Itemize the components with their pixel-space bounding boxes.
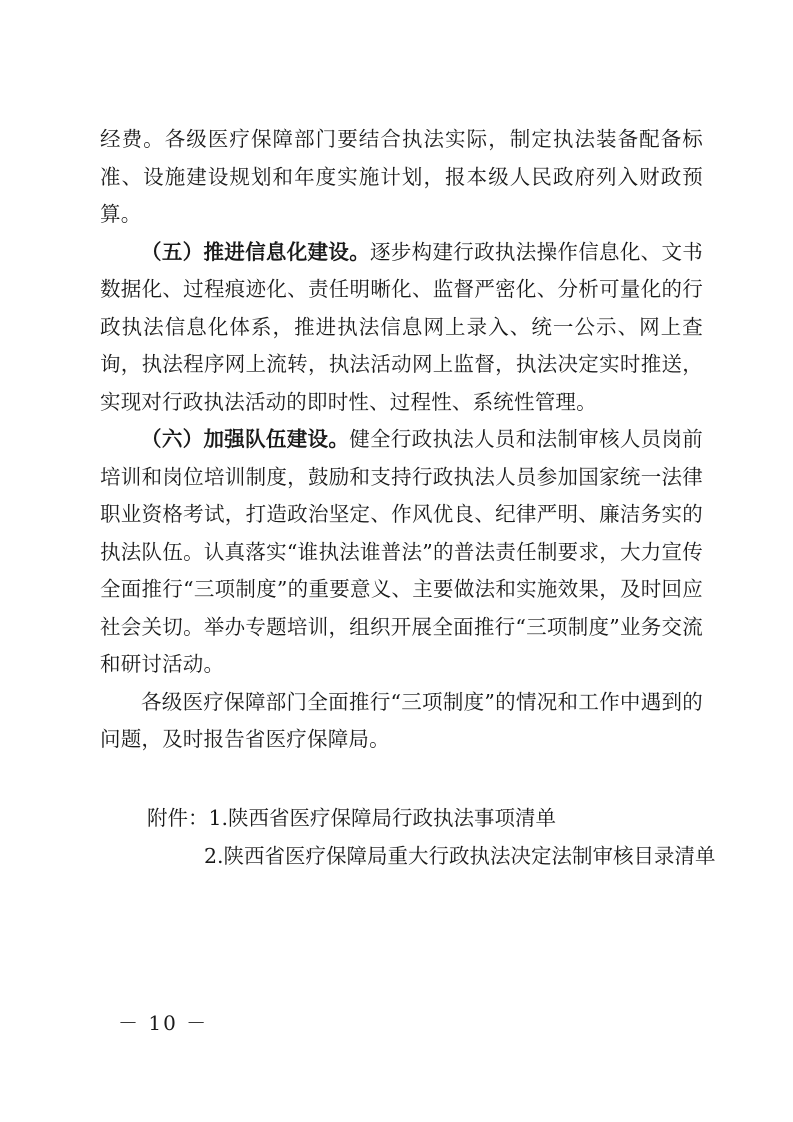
attachment-item xyxy=(147,838,716,876)
paragraph-text: 各级医疗保障部门全面推行“三项制度”的情况和工作中遇到的问题，及时报告省医疗保障局。 xyxy=(100,689,703,751)
paragraph-funding xyxy=(100,121,703,234)
attachment-title: 2.陕西省医疗保障局重大行政执法决定法制审核目录清单 xyxy=(204,843,716,868)
section-heading: （六）加强队伍建设。 xyxy=(141,427,350,451)
attachments-list xyxy=(147,800,716,875)
attachment-title: 1.陕西省医疗保障局行政执法事项清单 xyxy=(208,806,557,830)
paragraph-text: 逐步构建行政执法操作信息化、文书数据化、过程痕迹化、责任明晰化、监督严密化、分析可量化的行政执法信息化体系，推进执法信息网上录入、统一公示、网上查询，执法程序网上流转，执法活动网上监督，执法决定实时推送，实现对行政执法活动的即时性、过程性、系统性管理。 xyxy=(100,239,703,414)
section-heading: （五）推进信息化建设。 xyxy=(141,239,371,264)
attachments-label: 附件： xyxy=(147,806,209,830)
paragraph-text: 健全行政执法人员和法制审核人员岗前培训和岗位培训制度，鼓励和支持行政执法人员参加国家统一法律职业资格考试，打造政治坚定、作风优良、纪律严明、廉洁务实的执法队伍。认真落实“谁执法谁普法”的普法责任制要求，大力宣传全面推行“三项制度”的重要意义、主要做法和实施效果，及时回应社会关切。举办专题培训，组织开展全面推行“三项制度”业务交流和研讨活动。 xyxy=(100,427,704,676)
paragraph-text: 经费。各级医疗保障部门要结合执法实际，制定执法装备配备标准、设施建设规划和年度实施计划，报本级人民政府列入财政预算。 xyxy=(100,127,703,226)
paragraph-team-building xyxy=(100,421,703,684)
document-body xyxy=(100,121,703,759)
page-number: － 10 － xyxy=(118,1011,209,1035)
paragraph-reporting xyxy=(100,684,703,759)
paragraph-informatization xyxy=(100,234,703,422)
attachment-item xyxy=(147,800,707,838)
